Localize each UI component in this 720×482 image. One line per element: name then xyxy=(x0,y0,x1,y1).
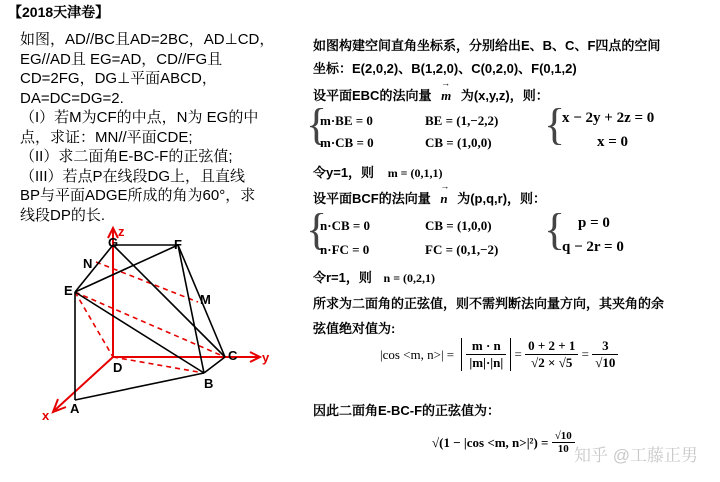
numerator: √10 xyxy=(552,430,575,443)
text: 设平面BCF的法向量 xyxy=(313,191,431,206)
edge-BC xyxy=(204,357,225,373)
cos-lhs: |cos <m, n>| = xyxy=(380,346,455,362)
solution-line: 坐标：E(2,0,2)、B(1,2,0)、C(0,2,0)、F(0,1,2) xyxy=(313,61,577,76)
label-G: G xyxy=(108,235,119,250)
label-F: F xyxy=(174,237,182,252)
denominator: √10 xyxy=(595,355,616,370)
label-C: C xyxy=(228,348,238,363)
eq: n·FC = 0 xyxy=(320,242,370,257)
fraction xyxy=(525,338,578,371)
eq: FC = (0,1,−2) xyxy=(425,242,499,257)
part3-line: （III）若点P在线段DG上，且直线 xyxy=(20,167,246,185)
watermark: 知乎 @工藤正男 xyxy=(574,446,698,465)
denominator: √2 × √5 xyxy=(531,355,573,370)
edge-ED xyxy=(75,292,113,357)
numerator: 0 + 2 + 1 xyxy=(525,338,578,355)
text: 为(p,q,r)，则： xyxy=(457,191,547,206)
solution-line xyxy=(313,267,435,286)
text: 令y=1，则 xyxy=(313,165,375,180)
label-x: x xyxy=(42,408,50,420)
sin-expr: √(1 − |cos <m, n>|²) = xyxy=(432,434,549,450)
abs-fraction xyxy=(461,338,511,371)
eq: q − 2r = 0 xyxy=(562,239,624,255)
text: 为(x,y,z)，则： xyxy=(460,88,549,103)
edge-GE xyxy=(75,245,113,292)
part3-line: BP与平面ADGE所成的角为60°，求 xyxy=(20,187,256,204)
label-y: y xyxy=(262,350,270,365)
solution-line xyxy=(313,85,549,104)
problem-line: CD=2FG，DG⊥平面ABCD， xyxy=(20,70,217,87)
fraction xyxy=(466,338,506,371)
solution-line xyxy=(313,162,443,181)
solution-line xyxy=(313,188,546,207)
solution-line: 所求为二面角的正弦值，则不需判断法向量方向，其夹角的余 xyxy=(313,296,665,311)
part3-line: 线段DP的长. xyxy=(20,206,106,224)
year-tag: 【2018天津卷】 xyxy=(8,4,110,20)
eq: p = 0 xyxy=(578,215,610,231)
label-D: D xyxy=(113,360,123,375)
numerator: m · n xyxy=(466,338,506,355)
edge-AB xyxy=(75,373,204,400)
sin-formula xyxy=(432,430,575,455)
vector-n-value: n = (0,2,1) xyxy=(383,271,436,285)
part1-line: （I）若M为CF的中点，N为 EG的中 xyxy=(20,109,259,126)
label-z: z xyxy=(118,224,125,239)
numerator: 3 xyxy=(592,338,618,355)
edge-EB xyxy=(75,292,204,373)
label-M: M xyxy=(200,292,211,307)
eq: CB = (1,0,0) xyxy=(425,218,492,233)
part1-line: 点，求证：MN//平面CDE; xyxy=(20,128,193,146)
vector-n: → n xyxy=(440,191,447,207)
eq: m·BE = 0 xyxy=(320,113,373,128)
vector-m: → m xyxy=(441,88,451,104)
text: 设平面EBC的法向量 xyxy=(313,88,432,103)
label-A: A xyxy=(70,401,80,416)
solution-line: 弦值绝对值为: xyxy=(313,321,396,336)
fraction xyxy=(552,430,575,455)
label-B: B xyxy=(204,376,214,391)
eq: x = 0 xyxy=(597,134,629,150)
solution-line: 因此二面角E-BC-F的正弦值为： xyxy=(313,403,501,418)
label-E: E xyxy=(64,283,73,298)
text: 令r=1，则 xyxy=(313,270,372,285)
eq: BE = (1,−2,2) xyxy=(425,113,499,128)
fraction xyxy=(592,338,618,371)
eq: n·CB = 0 xyxy=(320,218,371,233)
label-N: N xyxy=(83,256,93,271)
problem-statement xyxy=(20,30,308,225)
denominator: 10 xyxy=(557,443,569,455)
problem-line: DA=DC=DG=2. xyxy=(20,89,124,107)
problem-line: 如图，AD//BC且AD=2BC，AD⊥CD， xyxy=(20,31,275,48)
left-brace: { xyxy=(544,205,566,254)
cos-formula: |cos <m, n>| = $\frac{m \cdot n}{|m|\cdot|n|}$ = $\frac{0 + 2 + 1}{√2 \times √5}$ = $\frac{3}{√10}$ xyxy=(380,338,618,371)
left-brace: { xyxy=(306,100,328,149)
eq: CB = (1,0,0) xyxy=(425,135,492,150)
edge-FB xyxy=(178,245,204,373)
problem-line: EG//AD且 EG=AD，CD//FG且 xyxy=(20,50,223,68)
denominator: |m|·|n| xyxy=(469,355,504,370)
part2-line: （II）求二面角E-BC-F的正弦值; xyxy=(20,148,233,165)
left-brace: { xyxy=(544,100,566,149)
x-axis xyxy=(55,357,113,410)
eq: x − 2y + 2z = 0 xyxy=(562,110,655,126)
left-brace: { xyxy=(306,205,328,254)
vector-m-value: m = (0,1,1) xyxy=(387,166,443,180)
geometry-figure xyxy=(30,220,290,420)
solid-edges xyxy=(75,245,225,400)
solution-line: 如图构建空间直角坐标系，分别给出E、B、C、F四点的空间 xyxy=(313,38,661,53)
eq: m·CB = 0 xyxy=(320,135,374,150)
